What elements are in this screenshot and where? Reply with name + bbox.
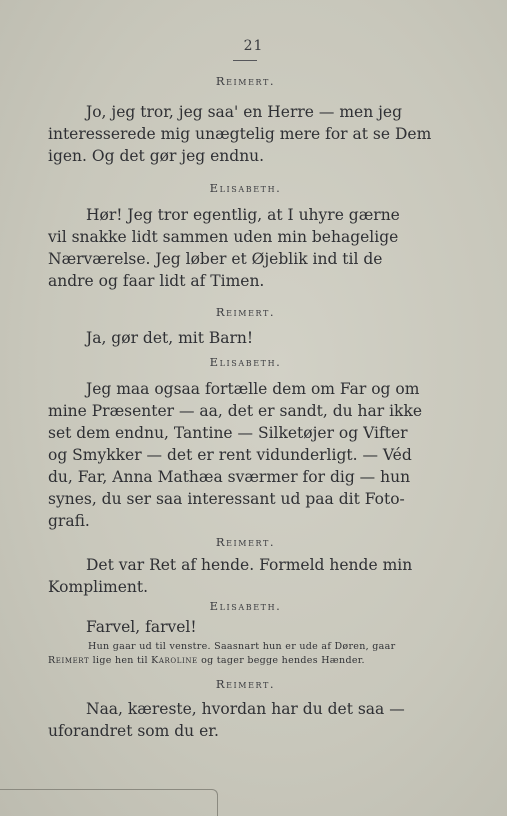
speech-line: Nærværelse. Jeg løber et Øjeblik ind til de <box>48 250 383 268</box>
speech-line: du, Far, Anna Mathæa sværmer for dig — hun <box>48 468 411 486</box>
speech-text <box>48 576 443 598</box>
speech-text <box>86 327 446 349</box>
speech-line: set dem endnu, Tantine — Silketøjer og Vifter <box>48 424 408 442</box>
speaker-name: Reimert. <box>215 535 276 549</box>
speech-block <box>48 599 443 613</box>
speech-line: igen. Og det gør jeg endnu. <box>48 147 265 165</box>
speech-line: Det var Ret af hende. Formeld hende min <box>86 556 413 574</box>
speech-line: mine Præsenter — aa, det er sandt, du har ikke <box>48 402 423 420</box>
stage-text: lige hen til <box>89 655 152 666</box>
speech-line: uforandret som du er. <box>48 722 219 740</box>
speech-block <box>48 181 443 195</box>
speech-text <box>86 378 446 400</box>
stage-direction-line: Hun gaar ud til venstre. Saasnart hun er ude af Døren, gaar <box>88 641 396 652</box>
speaker-name: Elisabeth. <box>209 355 282 369</box>
stage-text: og tager begge hendes Hænder. <box>197 655 365 666</box>
page-corner-mark <box>0 789 218 816</box>
speaker-name: Elisabeth. <box>209 599 282 613</box>
speech-text <box>86 698 446 720</box>
speaker-name: Elisabeth. <box>209 181 282 195</box>
speech-line: grafi. <box>48 512 90 530</box>
speech-text <box>86 554 446 576</box>
speech-line: Farvel, farvel! <box>86 618 197 636</box>
speech-line: Jo, jeg tror, jeg saa' en Herre — men jeg <box>86 103 403 121</box>
speech-text <box>48 123 443 167</box>
speaker-name: Reimert. <box>215 305 276 319</box>
speech-line: andre og faar lidt af Timen. <box>48 272 265 290</box>
stage-direction <box>48 654 443 668</box>
page-number: 21 <box>243 38 264 54</box>
speaker-name: Reimert. <box>215 74 276 88</box>
speech-text <box>86 101 446 123</box>
speech-line: Kompliment. <box>48 578 149 596</box>
speech-line: synes, du ser saa interessant ud paa dit Foto- <box>48 490 405 508</box>
speaker-name: Reimert. <box>215 677 276 691</box>
speech-line: og Smykker — det er rent vidunderligt. — Véd <box>48 446 412 464</box>
speech-block <box>48 355 443 369</box>
character-name: Karoline <box>151 655 198 666</box>
speech-text <box>48 400 443 532</box>
speech-text <box>48 720 443 742</box>
speech-block <box>48 305 443 319</box>
speech-text <box>86 616 446 638</box>
speech-block <box>48 677 443 691</box>
speech-line: Hør! Jeg tror egentlig, at I uhyre gærne <box>86 206 400 224</box>
speech-line: Jeg maa ogsaa fortælle dem om Far og om <box>86 380 420 398</box>
speech-line: Ja, gør det, mit Barn! <box>86 329 254 347</box>
speech-line: Naa, kæreste, hvordan har du det saa — <box>86 700 405 718</box>
speech-block <box>48 74 443 88</box>
stage-direction <box>88 640 438 654</box>
speech-line: vil snakke lidt sammen uden min behagelige <box>48 228 399 246</box>
page-number-rule <box>233 60 257 61</box>
character-name: Reimert <box>48 655 90 666</box>
speech-line: interesserede mig unægtelig mere for at se Dem <box>48 125 432 143</box>
speech-block <box>48 535 443 549</box>
speech-text <box>86 204 446 226</box>
stage-direction-line <box>48 654 443 668</box>
speech-text <box>48 226 443 292</box>
